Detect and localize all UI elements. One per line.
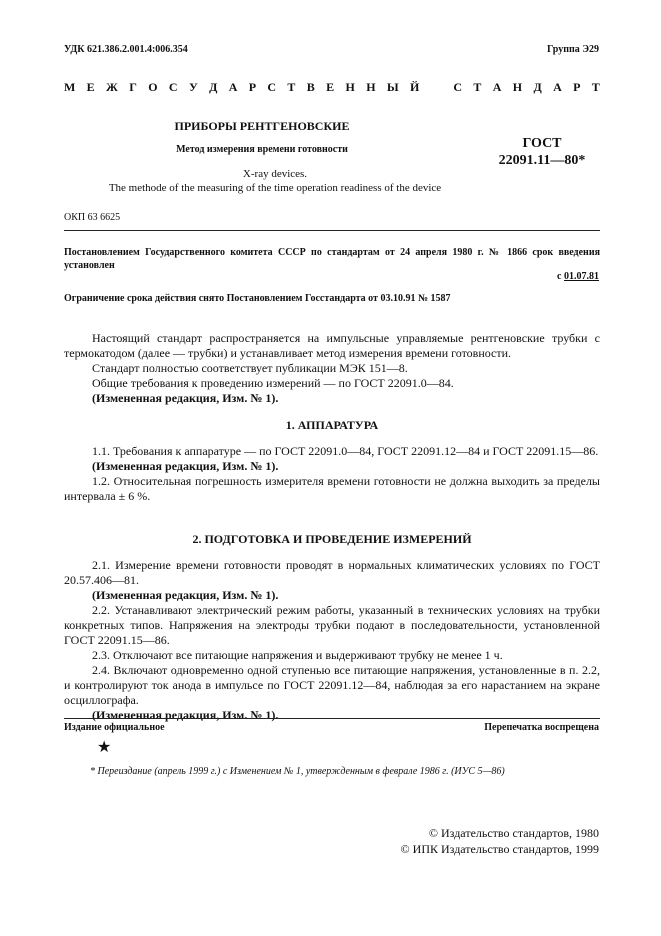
section-2-paragraph-1: 2.1. Измерение времени готовности проводят в нормальных климатических условиях по ГОСТ 20.57.406—81. [64, 558, 600, 587]
interstate-letter: Г [129, 80, 137, 94]
interstate-letter: Т [591, 80, 600, 94]
interstate-letter: А [492, 80, 502, 94]
interstate-letter: Т [473, 80, 482, 94]
gost-number: 22091.11—80* [498, 153, 586, 168]
okp-code: ОКП 63 6625 [64, 212, 121, 223]
interstate-letter: М [64, 80, 76, 94]
section-1-amendment-note: (Измененная редакция, Изм. № 1). [92, 459, 279, 473]
reprint-forbidden-label: Перепечатка воспрещена [484, 722, 599, 733]
interstate-letter: Е [326, 80, 335, 94]
star-icon: ★ [97, 739, 112, 756]
interstate-letter: Ы [386, 80, 399, 94]
copyright-1999: © ИПК Издательство стандартов, 1999 [400, 842, 599, 856]
intro-paragraph-1: Настоящий стандарт распространяется на импульсные управляемые рентгеновские трубки с термокатодом (далее — трубки) и устанавливает метод измерения времени готовности. [64, 331, 600, 360]
reissue-note: * Переиздание (апрель 1999 г.) с Изменением № 1, утвержденным в феврале 1986 г. (ИУС 5—86) [90, 766, 505, 777]
section-1-body [64, 444, 600, 504]
interstate-letter: Д [209, 80, 218, 94]
section-2-amendment-note-2: (Измененная редакция, Изм. № 1). [92, 708, 279, 722]
section-2-paragraph-3: 2.3. Отключают все питающие напряжения и выдерживают трубку не менее 1 ч. [92, 648, 503, 662]
divider-top [64, 230, 600, 231]
interstate-letter: С [168, 80, 178, 94]
interstate-letter: В [306, 80, 315, 94]
interstate-letter: Н [512, 80, 523, 94]
section-2-paragraph-4: 2.4. Включают одновременно одной ступенью все питающие напряжения, установленные в п. 2.2, и контролируют ток анода в импульсе по ГОСТ 22091.12—84, наблюдая за его нарастанием на экране осциллографа. [64, 663, 600, 707]
interstate-letter: С [453, 80, 463, 94]
interstate-letter: У [188, 80, 198, 94]
interstate-letter: Д [533, 80, 542, 94]
interstate-letter: Й [410, 80, 420, 94]
interstate-letter: Н [345, 80, 355, 94]
udk-code: УДК 621.386.2.001.4:006.354 [64, 44, 188, 55]
interstate-letter: А [553, 80, 562, 94]
interstate-letter: А [228, 80, 238, 94]
section-2-paragraph-2: 2.2. Устанавливают электрический режим работы, указанный в технических условиях на трубки конкретных типов. Напряжения на электроды трубки подают в последовательности, установленной ГОСТ 22091.15—86. [64, 603, 600, 647]
document-title: ПРИБОРЫ РЕНТГЕНОВСКИЕ [174, 119, 350, 133]
intro-block [64, 331, 600, 406]
interstate-letter: Е [86, 80, 95, 94]
interstate-letter: Р [573, 80, 581, 94]
intro-paragraph-3: Общие требования к проведению измерений — по ГОСТ 22091.0—84. [92, 376, 454, 390]
english-title-line-2: The methode of the measuring of the time operation readiness of the device [108, 182, 442, 194]
interstate-letter: Р [248, 80, 257, 94]
limit-removed-text: Ограничение срока действия снято Постановлением Госстандарта от 03.10.91 № 1587 [64, 293, 451, 304]
interstate-letter: С [267, 80, 277, 94]
effective-date [557, 271, 599, 282]
interstate-letter: Н [366, 80, 376, 94]
section-2-title: 2. ПОДГОТОВКА И ПРОВЕДЕНИЕ ИЗМЕРЕНИЙ [192, 532, 472, 546]
divider-bottom [64, 718, 600, 719]
interstate-letter: О [148, 80, 158, 94]
interstate-standard-heading [64, 80, 600, 95]
effective-date-prefix: с [557, 271, 562, 282]
group-code: Группа Э29 [547, 44, 599, 55]
intro-amendment-note: (Измененная редакция, Изм. № 1). [92, 391, 279, 405]
section-1-title: 1. АППАРАТУРА [285, 418, 379, 432]
section-2-amendment-note-1: (Измененная редакция, Изм. № 1). [92, 588, 279, 602]
official-edition-label: Издание официальное [64, 722, 165, 733]
section-1-paragraph-1: 1.1. Требования к аппаратуре — по ГОСТ 22091.0—84, ГОСТ 22091.12—84 и ГОСТ 22091.15—86. [92, 444, 599, 458]
interstate-letter: Ж [106, 80, 118, 94]
section-2-body [64, 558, 600, 723]
effective-date-value: 01.07.81 [564, 271, 599, 282]
intro-paragraph-2: Стандарт полностью соответствует публикации МЭК 151—8. [92, 361, 408, 375]
english-title-line-1: X-ray devices. [242, 168, 308, 180]
gost-label: ГОСТ [522, 136, 562, 151]
copyright-1980: © Издательство стандартов, 1980 [428, 826, 599, 840]
interstate-letter: Т [287, 80, 296, 94]
section-1-paragraph-2: 1.2. Относительная погрешность измерителя времени готовности не должна выходить за пределы интервала ± 6 %. [64, 474, 600, 503]
document-subtitle: Метод измерения времени готовности [176, 144, 348, 155]
decree-text: Постановлением Государственного комитета СССР по стандартам от 24 апреля 1980 г. № 1866 срок введения установлен [64, 247, 600, 271]
